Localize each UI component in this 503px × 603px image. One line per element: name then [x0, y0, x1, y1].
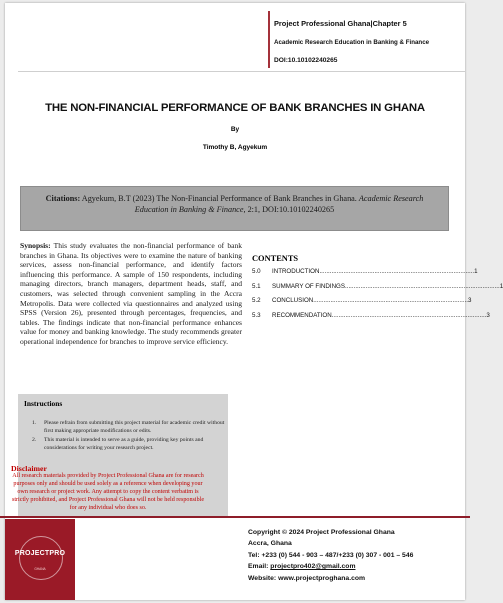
instruction-text: Please refrain from submitting this project material for academic credit without first making appropriate modifications or edits. — [44, 420, 225, 434]
toc-number: 5.0 — [252, 268, 261, 275]
citation-text: Agyekum, B.T (2023) The Non-Financial Performance of Bank Branches in Ghana. — [80, 194, 359, 203]
website-line[interactable]: Website: www.projectproghana.com — [248, 574, 366, 582]
toc-number: 5.3 — [252, 311, 261, 319]
toc-number: 5.2 — [252, 297, 261, 304]
instruction-item — [32, 420, 225, 435]
toc-title: SUMMARY OF FINDINGS — [272, 282, 345, 290]
projectpro-logo — [5, 519, 75, 600]
synopsis-text: This study evaluates the non-financial performance of bank branches in Ghana. Its objectives were to examine the nature of banking services, assess non-financial performance, and identify factors influencing this performance. A sample of 150 respondents, including managing directors, branch managers, department heads, staff, and customers, was selected through convenient sampling in the Accra Metropolis. Data were collected via questionnaires and analyzed using SPSS (Version 26), presented through percentages, frequencies, and tables. The findings indicate that non-financial performance enhances value for money and banking knowledge. The study recommends greater operational independence for branches to improve service efficiency. — [20, 241, 242, 346]
toc-leader: .......................................................................................... — [319, 268, 475, 275]
toc-entry-recommendation[interactable] — [252, 311, 490, 327]
toc-entry-introduction[interactable] — [252, 268, 478, 283]
table-of-contents — [252, 254, 503, 326]
logo-wordmark: PROJECTPRO — [14, 550, 66, 557]
copyright-line: Copyright © 2024 Project Professional Ghana — [248, 529, 395, 536]
instruction-item — [32, 437, 225, 452]
telephone-line: Tel: +233 (0) 544 - 903 – 487/+233 (0) 307 - 001 – 546 — [248, 551, 414, 559]
contact-block — [248, 527, 413, 584]
toc-leader: .......................................................................................... — [313, 297, 468, 304]
toc-number: 5.1 — [252, 282, 261, 290]
citation-label: Citations: — [45, 194, 81, 203]
toc-page: 3 — [486, 311, 490, 319]
toc-page: 1 — [474, 268, 478, 275]
paper-title: THE NON-FINANCIAL PERFORMANCE OF BANK BRANCHES IN GHANA — [45, 102, 425, 114]
disclaimer-heading: Disclaimer — [11, 464, 47, 473]
header-series: Project Professional Ghana|Chapter 5 — [274, 19, 407, 28]
disclaimer-text: All research materials provided by Project Professional Ghana are for research purposes only and should be used solely as a reference when developing your own research or project work. Any attempt to copy the content verbatim is strictly prohibited, and Project Professional Ghana will not be held responsible for any individual who does so. — [11, 473, 205, 511]
citation-journal: Academic Research Education in Banking & Finance — [134, 194, 424, 214]
header-block — [268, 11, 467, 68]
toc-leader: .......................................................................................... — [345, 282, 500, 290]
header-doi: DOI:10.10102240265 — [274, 57, 338, 64]
byline-label: By — [230, 126, 240, 133]
toc-leader: .......................................................................................... — [331, 311, 487, 319]
instructions-heading: Instructions — [24, 399, 63, 408]
toc-title: CONCLUSION — [272, 297, 314, 304]
header-journal: Academic Research Education in Banking & Finance — [274, 39, 430, 46]
instruction-text: This material is intended to serve as a guide, providing key points and considerations for writing your research project. — [44, 437, 204, 451]
instructions-list — [32, 420, 225, 454]
contents-heading: CONTENTS — [252, 254, 299, 263]
footer-divider — [0, 516, 470, 518]
logo-ring-icon — [19, 536, 63, 580]
synopsis — [20, 241, 242, 347]
toc-entry-summary-of-findings[interactable] — [252, 282, 503, 298]
citation-doi: , 2:1, DOI:10.10102240265 — [243, 205, 335, 214]
toc-title: RECOMMENDATION — [272, 311, 332, 319]
logo-subtext: GHANA — [34, 567, 46, 571]
city-line: Accra, Ghana — [248, 540, 292, 548]
toc-entry-conclusion[interactable] — [252, 297, 472, 312]
author-name: Timothy B, Agyekum — [202, 144, 268, 151]
toc-title: INTRODUCTION — [272, 268, 320, 275]
synopsis-label: Synopsis: — [20, 241, 51, 250]
instruction-number: 1. — [32, 420, 37, 426]
header-divider — [18, 71, 465, 72]
toc-page: 1 — [499, 282, 503, 290]
toc-page: 3 — [467, 297, 472, 304]
email-line — [248, 561, 413, 572]
instruction-number: 2. — [32, 437, 37, 443]
citation-box — [20, 186, 449, 231]
email-link[interactable]: projectpro402@gmail.com — [270, 563, 356, 571]
email-label: Email: — [248, 563, 271, 571]
document-page — [5, 3, 503, 600]
